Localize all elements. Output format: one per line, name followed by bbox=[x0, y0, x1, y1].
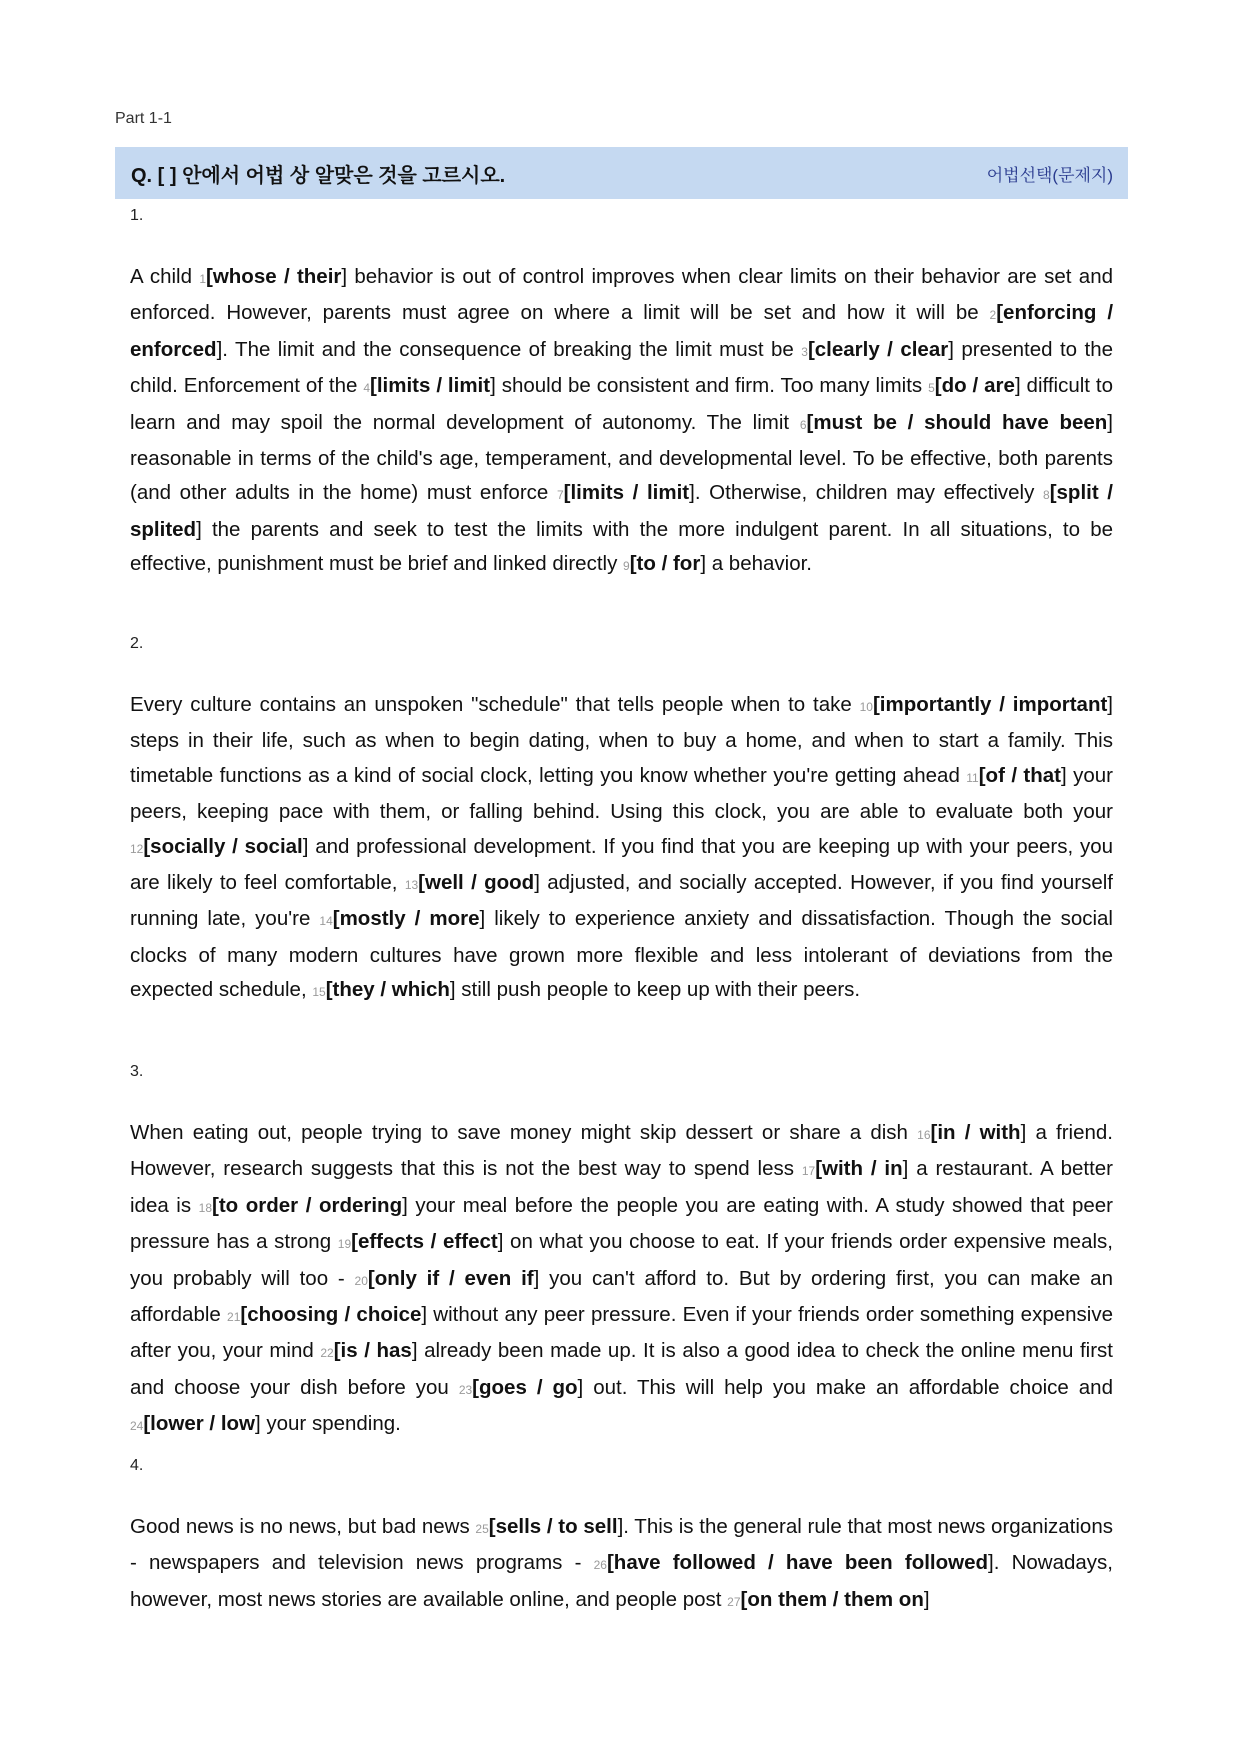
passage-text-run: Every culture contains an unspoken "schedule" that tells people when to take bbox=[130, 693, 860, 716]
passage-2 bbox=[130, 635, 1113, 1010]
passage-text-run: ] still push people to keep up with their peers. bbox=[449, 978, 861, 1002]
answer-choice[interactable]: [to / for bbox=[629, 552, 701, 576]
answer-choice[interactable]: [they / which bbox=[325, 978, 450, 1002]
passage-text bbox=[130, 260, 1113, 584]
blank-number: 2 bbox=[989, 308, 997, 323]
answer-choice[interactable]: [must be / should have been bbox=[806, 410, 1108, 434]
blank-number: 25 bbox=[475, 1522, 489, 1536]
answer-choice[interactable]: [limits / limit bbox=[370, 374, 491, 398]
question-header bbox=[115, 147, 1128, 199]
answer-choice[interactable]: [importantly / important bbox=[872, 693, 1108, 716]
passage-text-run: ]. The limit and the consequence of breaking the limit must be bbox=[216, 337, 802, 361]
answer-choice[interactable]: [to order / ordering bbox=[212, 1193, 403, 1217]
passage-text-run: ] your spending. bbox=[254, 1412, 401, 1436]
passage-3 bbox=[130, 1063, 1113, 1444]
passage-text-run: ] difficult to learn and may spoil the normal development of autonomy. The limit bbox=[130, 374, 1113, 434]
blank-number: 13 bbox=[404, 878, 419, 893]
passage-text-run: ] without any peer pressure. Even if your friends order something expensive after you, your mind bbox=[130, 1303, 1113, 1363]
part-label: Part 1-1 bbox=[115, 110, 172, 127]
passage-text bbox=[130, 1510, 1113, 1619]
passage-text-run: ] out. This will help you make an affordable choice and bbox=[577, 1375, 1113, 1399]
passage-text-run: ] a friend. However, research suggests that this is not the best way to spend less bbox=[130, 1121, 1113, 1181]
passage-text-run: ] the parents and seek to test the limits with the more indulgent parent. In all situations, to be effective, punishment must be brief and linked directly bbox=[130, 517, 1113, 576]
answer-choice[interactable]: [well / good bbox=[418, 871, 535, 895]
blank-number: 7 bbox=[556, 488, 564, 503]
answer-choice[interactable]: [clearly / clear bbox=[807, 337, 949, 361]
passage-text-run: ] reasonable in terms of the child's age, temperament, and developmental level. To be effective, both parents (and other adults in the home) must enforce bbox=[130, 410, 1113, 505]
passage-4 bbox=[130, 1457, 1113, 1619]
answer-choice[interactable]: [only if / even if bbox=[367, 1266, 534, 1290]
blank-number: 26 bbox=[593, 1558, 607, 1573]
passage-text-run: ] adjusted, and socially accepted. However, if you find yourself running late, you're bbox=[130, 871, 1113, 931]
blank-number: 22 bbox=[320, 1346, 334, 1361]
passage-text bbox=[130, 688, 1113, 1010]
answer-choice[interactable]: [with / in bbox=[815, 1157, 903, 1181]
answer-choice[interactable]: [lower / low bbox=[143, 1412, 255, 1436]
passage-text-run: ]. This is the general rule that most news organizations - newspapers and television news programs - bbox=[130, 1515, 1113, 1575]
answer-choice[interactable]: [mostly / more bbox=[332, 907, 480, 931]
blank-number: 24 bbox=[130, 1419, 144, 1434]
blank-number: 11 bbox=[966, 770, 979, 785]
passage-text-run: ] likely to experience anxiety and dissatisfaction. Though the social clocks of many modern cultures have grown more flexible and less intolerant of deviations from the expected schedule, bbox=[130, 907, 1113, 1002]
answer-choice[interactable]: [goes / go bbox=[472, 1375, 578, 1399]
passage-text bbox=[130, 1116, 1113, 1444]
passage-number: 4. bbox=[130, 1457, 144, 1474]
question-tag: 어법선택(문제지) bbox=[986, 165, 1113, 185]
blank-number: 4 bbox=[363, 381, 371, 396]
blank-number: 12 bbox=[130, 841, 144, 856]
answer-choice[interactable]: [of / that bbox=[978, 763, 1062, 787]
answer-choice[interactable]: [have followed / have been followed bbox=[606, 1551, 989, 1575]
blank-number: 20 bbox=[354, 1273, 368, 1288]
passage-text-run: ] your meal before the people you are eating with. A study showed that peer pressure has a strong bbox=[130, 1193, 1113, 1254]
answer-choice[interactable]: [limits / limit bbox=[563, 481, 690, 505]
question-title: Q. [ ] 안에서 어법 상 알맞은 것을 고르시오. bbox=[131, 164, 506, 187]
passage-text-run: A child bbox=[130, 265, 200, 288]
blank-number: 10 bbox=[859, 700, 873, 714]
blank-number: 3 bbox=[801, 344, 808, 359]
answer-choice[interactable]: [enforcing / enforced bbox=[130, 301, 1114, 361]
answer-choice[interactable]: [choosing / choice bbox=[240, 1303, 422, 1327]
answer-choice[interactable]: [whose / their bbox=[206, 265, 342, 288]
blank-number: 9 bbox=[623, 559, 630, 574]
passage-text-run: ]. Nowadays, however, most news stories are available online, and people post bbox=[130, 1551, 1114, 1611]
passage-text-run: ] a restaurant. A better idea is bbox=[130, 1157, 1113, 1217]
passage-text-run: ] you can't afford to. But by ordering first, you can make an affordable bbox=[130, 1266, 1113, 1327]
passage-text-run: ] behavior is out of control improves when clear limits on their behavior are set and enforced. However, parents must agree on where a limit will be set and how it will be bbox=[130, 265, 1113, 325]
passage-text-run: ] already been made up. It is also a good idea to check the online menu first and choose your dish before you bbox=[130, 1339, 1113, 1399]
blank-number: 21 bbox=[227, 1310, 241, 1325]
blank-number: 17 bbox=[801, 1164, 816, 1179]
blank-number: 16 bbox=[917, 1128, 931, 1142]
passage-text-run: ] and professional development. If you find that you are keeping up with your peers, you are likely to feel comfortable, bbox=[130, 834, 1113, 895]
blank-number: 19 bbox=[337, 1237, 352, 1252]
passage-number: 3. bbox=[130, 1063, 144, 1080]
answer-choice[interactable]: [is / has bbox=[333, 1339, 412, 1363]
passage-text-run: ] presented to the child. Enforcement of the bbox=[130, 337, 1114, 398]
passage-number: 2. bbox=[130, 635, 144, 652]
passage-number: 1. bbox=[130, 207, 144, 224]
answer-choice[interactable]: [in / with bbox=[930, 1121, 1021, 1144]
answer-choice[interactable]: [socially / social bbox=[143, 834, 303, 858]
blank-number: 6 bbox=[799, 417, 807, 432]
blank-number: 23 bbox=[458, 1382, 473, 1397]
passage-text-run: ] a behavior. bbox=[700, 552, 813, 576]
blank-number: 8 bbox=[1043, 488, 1050, 503]
passage-text-run: ] your peers, keeping pace with them, or falling behind. Using this clock, you are able to evaluate both your bbox=[130, 763, 1114, 824]
blank-number: 15 bbox=[312, 985, 326, 1000]
passage-text-run: ]. Otherwise, children may effectively bbox=[689, 481, 1044, 505]
passage-text-run: ] steps in their life, such as when to begin dating, when to buy a home, and when to start a family. This timetable functions as a kind of social clock, letting you know whether you're getting ahead bbox=[130, 693, 1113, 787]
answer-choice[interactable]: [split / splited bbox=[130, 481, 1114, 541]
passage-text-run: ] should be consistent and firm. Too many limits bbox=[490, 374, 929, 398]
passage-text-run: When eating out, people trying to save money might skip dessert or share a dish bbox=[130, 1121, 918, 1144]
blank-number: 27 bbox=[727, 1594, 741, 1609]
answer-choice[interactable]: [sells / to sell bbox=[488, 1515, 618, 1538]
blank-number: 14 bbox=[319, 914, 333, 929]
answer-choice[interactable]: [effects / effect bbox=[351, 1230, 498, 1254]
answer-choice[interactable]: [on them / them on bbox=[740, 1587, 924, 1611]
passage-text-run: Good news is no news, but bad news bbox=[130, 1515, 476, 1538]
answer-choice[interactable]: [do / are bbox=[934, 374, 1015, 398]
passage-text-run: ] bbox=[923, 1587, 930, 1611]
blank-number: 18 bbox=[198, 1200, 213, 1215]
blank-number: 1 bbox=[199, 272, 207, 286]
passage-text-run: ] on what you choose to eat. If your friends order expensive meals, you probably will too - bbox=[130, 1230, 1113, 1290]
passage-1 bbox=[130, 207, 1113, 584]
blank-number: 5 bbox=[928, 381, 935, 396]
